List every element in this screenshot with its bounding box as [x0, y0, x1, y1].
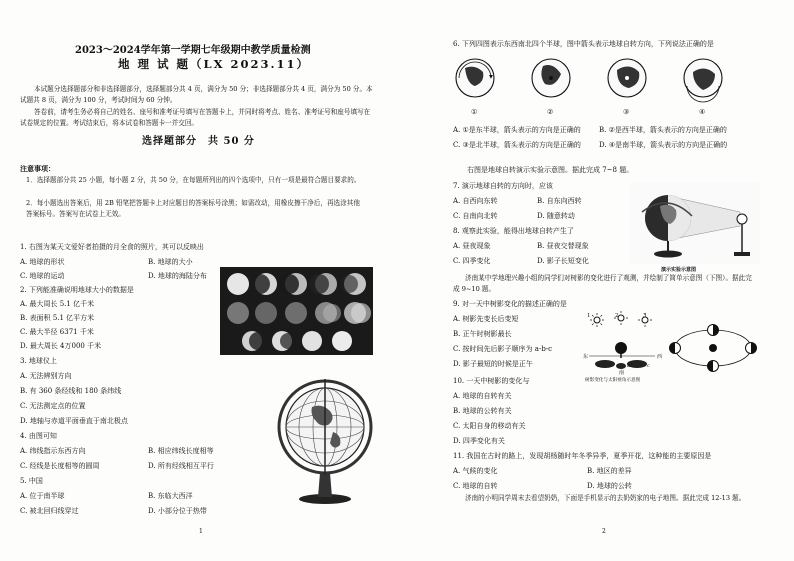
- q9-option-a: A. 树影先变长后变短: [453, 315, 519, 323]
- notice-item-2: 2．每小题选出答案后，用 2B 铅笔把答题卡上对应题目的答案标号涂黑；如需改动，用橡皮擦干净后，再选涂其他答案标号。答案写在试卷上无效。: [26, 199, 360, 218]
- q8-option-a: A. 昼夜现象: [453, 242, 491, 250]
- q1-option-a: A. 地球的形状: [20, 258, 65, 266]
- moon-phase-2: [250, 273, 277, 295]
- globe-label-2: ②: [547, 108, 554, 116]
- rotation-demo-figure: [630, 182, 760, 264]
- q3-option-c: C. 无法测定点的位置: [20, 402, 86, 410]
- q6-option-b: B. ②是西半球，箭头表示的方向是正确的: [599, 126, 727, 134]
- page-number-2: 2: [602, 528, 606, 535]
- earth-position-4: [670, 343, 681, 354]
- sun-icon: [709, 344, 717, 352]
- globe-label-4: ④: [699, 108, 706, 116]
- direction-south: 南: [619, 370, 625, 376]
- question-1: 1. 右图为某天文爱好者拍摄的月全食的照片，其可以反映出: [20, 243, 204, 251]
- q1-option-c: C. 地球的运动: [20, 272, 65, 280]
- globe-label-3: ③: [623, 108, 630, 116]
- globe-4: [684, 59, 722, 102]
- q5-option-b: B. 东临大西洋: [148, 492, 193, 500]
- q4-option-b: B. 相应纬线长度相等: [148, 447, 214, 455]
- q1-option-b: B. 地球的大小: [148, 258, 193, 266]
- q7-option-b: B. 自东向西转: [537, 197, 582, 205]
- shadow-label-b: b: [627, 363, 631, 369]
- q11-option-b: B. 地区的差异: [587, 467, 632, 475]
- sun-icon-1: [590, 313, 604, 327]
- moon-phase-4: [309, 273, 337, 295]
- question-9: 9. 对一天中树影变化的描述正确的是: [453, 300, 567, 308]
- q8-option-b: B. 昼夜交替现象: [537, 242, 589, 250]
- q10-option-c: C. 太阳自身的移动有关: [453, 422, 526, 430]
- q1-option-d: D. 地球的海陆分布: [148, 272, 207, 280]
- sun-label-2: 2: [615, 313, 619, 319]
- moon-phase-6: [227, 302, 249, 324]
- q3-option-d: D. 地轴与赤道平面垂直于南北极点: [20, 417, 128, 425]
- question-4: 4. 由图可知: [20, 432, 57, 440]
- exam-title: 2023～2024学年第一学期七年级期中教学质量检测: [75, 45, 311, 56]
- hemisphere-globes: [453, 56, 753, 106]
- q3-option-b: B. 有 360 条经线和 180 条纬线: [20, 387, 122, 395]
- q11-option-c: C. 地球的自转: [453, 482, 498, 490]
- question-10: 10. 一天中树影的变化与: [453, 377, 530, 385]
- globe-on-stand-figure: [270, 377, 380, 505]
- exam-subtitle: 地 理 试 题（LX 2023.11）: [118, 57, 311, 71]
- shadow-label-a: a: [597, 363, 600, 369]
- earth-position-2: [746, 343, 757, 354]
- q9-option-d: D. 影子最短的时候是正午: [453, 360, 533, 368]
- moon-phase-13: [302, 331, 322, 351]
- q4-option-d: D. 所有经线相互平行: [148, 462, 214, 470]
- q6-option-c: C. ③是北半球，箭头表示的方向是正确的: [453, 141, 581, 149]
- q2-option-d: D. 最大周长 4万000 千米: [20, 342, 102, 350]
- question-3: 3. 地球仪上: [20, 357, 57, 365]
- sun-label-1: 1: [587, 313, 591, 319]
- q4-option-a: A. 纬线指示东西方向: [20, 447, 86, 455]
- globe-3: [608, 59, 646, 97]
- q10-option-a: A. 地球的自转有关: [453, 392, 512, 400]
- notice-title: 注意事项：: [20, 164, 55, 173]
- shadow-label-c: c: [647, 363, 650, 369]
- moon-phase-1: [227, 273, 249, 295]
- q7-option-a: A. 自西向东转: [453, 197, 498, 205]
- q5-option-a: A. 位于南半球: [20, 492, 65, 500]
- demo-figure-caption: 演示实验示意图: [661, 267, 697, 273]
- intro-9-10: 济南某中学地理兴趣小组的同学们对树影的变化进行了观测，并绘制了简单示意图（下图）。据此完成 9~10 题。: [453, 274, 752, 293]
- q4-option-c: C. 经线是长度相等的圆周: [20, 462, 100, 470]
- q10-option-d: D. 四季变化有关: [453, 437, 505, 445]
- q7-option-d: D. 随意转动: [537, 212, 575, 220]
- question-2: 2. 下列能准确说明地球大小的数据是: [20, 286, 134, 294]
- intro-paragraph-2: 答卷前，请考生务必将自己的姓名、座号和准考证号填写在答题卡上，并同时将考点、姓名、准考证号和座号填写在试卷规定的位置。考试结束后，将本试卷和答题卡一并交回。: [20, 108, 371, 127]
- q9-option-b: B. 正午时树影最长: [453, 330, 512, 338]
- moon-phase-14: [332, 331, 352, 351]
- notice-item-1: 1．选择题部分共 25 小题，每小题 2 分，共 50 分，在每题所列出的四个选项中，只有一项是最符合题目要求的。: [26, 176, 361, 184]
- sun-label-3: 3: [643, 313, 647, 319]
- question-6: 6. 下列四图表示东西南北四个半球，图中箭头表示地球自转方向，下列说法正确的是: [453, 40, 714, 48]
- direction-east: 东: [583, 354, 589, 360]
- q7-option-c: C. 自南向北转: [453, 212, 498, 220]
- globe-2: [532, 59, 570, 97]
- earth-orbit-figure: [667, 317, 759, 379]
- tree-figure-caption: 树影变化与太阳视角示意图: [585, 378, 641, 383]
- moon-phase-3: [279, 273, 307, 295]
- q2-option-c: C. 最大半径 6371 千米: [20, 328, 94, 336]
- q6-option-a: A. ①是东半球，箭头表示的方向是正确的: [453, 126, 581, 134]
- globe-label-1: ①: [471, 108, 478, 116]
- q8-option-d: D. 影子长短变化: [537, 257, 589, 265]
- section-title: 选择题部分 共 50 分: [142, 136, 255, 147]
- q6-option-d: D. ④是南半球，箭头表示的方向是正确的: [599, 141, 728, 149]
- moon-phase-8: [285, 302, 307, 324]
- intro-paragraph-1: 本试题分选择题部分和非选择题部分，选择题部分共 4 页，满分为 50 分；非选择题部分共 4 页，满分为 50 分。本试题共 8 页，满分为 100 分，考试时间为 60 分钟。: [20, 85, 373, 104]
- earth-position-3: [708, 361, 719, 372]
- question-5: 5. 中国: [20, 477, 43, 485]
- lunar-eclipse-photo: [220, 267, 373, 355]
- q11-option-d: D. 地球的公转: [587, 482, 632, 490]
- q5-option-d: D. 小部分位于热带: [148, 507, 207, 515]
- q11-option-a: A. 气候的变化: [453, 467, 498, 475]
- q5-option-c: C. 被北回归线穿过: [20, 507, 79, 515]
- intro-12-13: 济南的小明同学周末去看望奶奶，下面是手机显示的去奶奶家的电子地图。据此完成 12-13 题。: [465, 494, 746, 502]
- q3-option-a: A. 无法辨别方向: [20, 372, 72, 380]
- moon-phase-10: [344, 302, 371, 324]
- direction-west: 西: [657, 354, 663, 360]
- intro-7-8: 右图是地球自转演示实验示意图。据此完成 7~8 题。: [467, 166, 634, 174]
- moon-phase-7: [255, 302, 277, 324]
- q8-option-c: C. 四季变化: [453, 257, 491, 265]
- q2-option-a: A. 最大周长 5.1 亿千米: [20, 300, 95, 308]
- question-8: 8. 观察此实验，能得出地球自转产生了: [453, 227, 574, 235]
- page-number-1: 1: [199, 528, 203, 535]
- exam-page-2: [397, 0, 794, 561]
- q9-option-c: C. 按时间先后影子顺序为 a-b-c: [453, 345, 553, 353]
- question-11: 11. 我国在古时的路上，发现胡杨随时年冬季异季，夏季开花，这种能的主要原因是: [453, 452, 712, 460]
- q10-option-b: B. 地球的公转有关: [453, 407, 512, 415]
- globe-1: [456, 59, 494, 97]
- moon-phase-11: [242, 331, 267, 351]
- earth-position-1: [708, 325, 719, 336]
- q2-option-b: B. 表面积 5.1 亿平方米: [20, 314, 95, 322]
- question-7: 7. 演示地球自转的方向时，应该: [453, 182, 553, 190]
